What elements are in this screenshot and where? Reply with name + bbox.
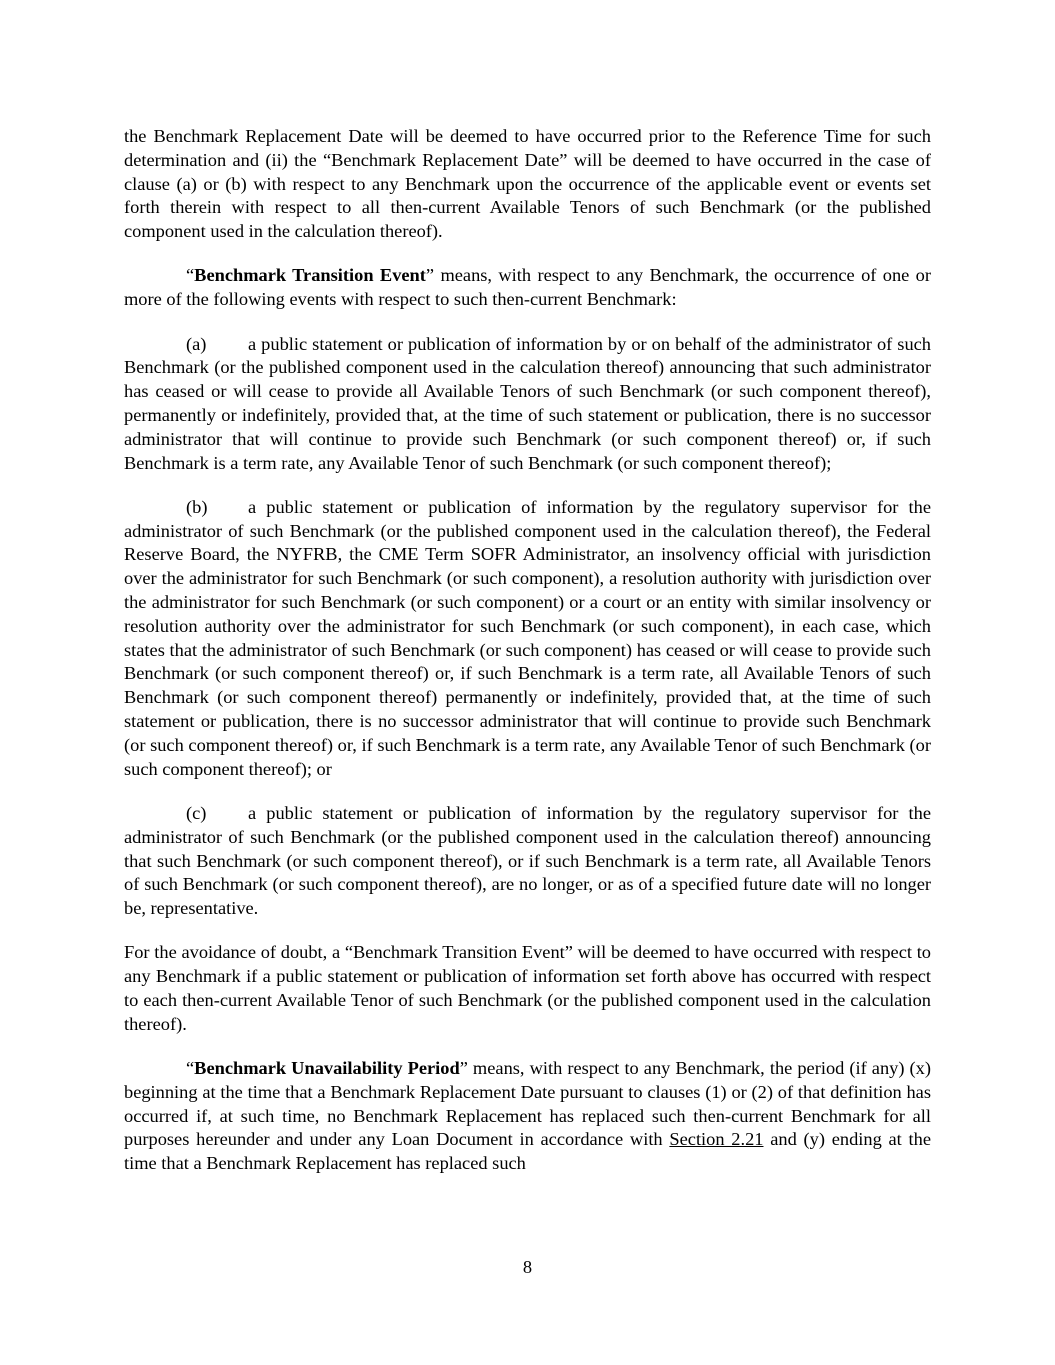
paragraph-benchmark-replacement-date-continuation [124, 125, 931, 244]
defined-term: Benchmark Transition Event [194, 265, 426, 286]
paragraph-benchmark-transition-event-definition [124, 264, 931, 312]
clause-b [124, 496, 931, 782]
page-number: 8 [522, 1257, 533, 1277]
defined-term: Benchmark Unavailability Period [194, 1058, 460, 1079]
clause-label: (c) [186, 802, 207, 823]
clause-text: a public statement or publication of information by or on behalf of the administrator of such Benchmark (or the published component used in the calculation thereof) announcing that such administrator has ceased or will cease to provide all Available Tenors of such Benchmark (or such component thereof), permanently or indefinitely, provided that, at the time of such statement or publication, there is no successor administrator that will continue to provide such Benchmark (or such component thereof) or, if such Benchmark is a term rate, any Available Tenor of such Benchmark (or such component thereof); [124, 333, 931, 473]
paragraph-text: the Benchmark Replacement Date will be deemed to have occurred prior to the Reference Time for such determination and (ii) the “Benchmark Replacement Date” will be deemed to have occurred in the case of clause (a) or (b) with respect to any Benchmark upon the occurrence of the applicable event or events set forth therein with respect to all then-current Available Tenors of such Benchmark (or the published component used in the calculation thereof). [124, 126, 931, 242]
paragraph-avoidance-of-doubt [124, 941, 931, 1036]
clause-text: a public statement or publication of information by the regulatory supervisor for the administrator of such Benchmark (or the published component used in the calculation thereof), the Federal Reserve Board, the NYFRB, the CME Term SOFR Administrator, an insolvency official with jurisdiction over the administrator for such Benchmark (or such component), a resolution authority with jurisdiction over the administrator for such Benchmark (or such component) or a court or an entity with similar insolvency or resolution authority over the administrator for such Benchmark (or such component), in each case, which states that the administrator of such Benchmark (or such component) has ceased or will cease to provide such Benchmark (or such component thereof) or, if such Benchmark is a term rate, all Available Tenors of such Benchmark (or such component thereof) permanently or indefinitely, provided that, at the time of such statement or publication, there is no successor administrator that will continue to provide such Benchmark (or such component thereof) or, if such Benchmark is a term rate, any Available Tenor of such Benchmark (or such component thereof); or [124, 496, 931, 779]
clause-a [124, 333, 931, 476]
paragraph-text: and (y) ending at the time that a Benchmark Replacement has replaced such [124, 1129, 931, 1174]
section-reference: Section 2.21 [669, 1129, 764, 1150]
clause-label: (b) [186, 496, 208, 517]
clause-text: a public statement or publication of information by the regulatory supervisor for the administrator of such Benchmark (or the published component used in the calculation thereof) announcing that such Benchmark (or such component thereof), or if such Benchmark is a term rate, all Available Tenors of such Benchmark (or such component thereof), are no longer, or as of a specified future date will no longer be, representative. [124, 802, 931, 919]
document-body [124, 125, 931, 1197]
paragraph-text: For the avoidance of doubt, a “Benchmark Transition Event” will be deemed to have occurred with respect to any Benchmark if a public statement or publication of information set forth above has occurred with respect to each then-current Available Tenor of such Benchmark (or the published component used in the calculation thereof). [124, 942, 931, 1034]
paragraph-text: ” means, with respect to any Benchmark, the occurrence of one or more of the following events with respect to such then-current Benchmark: [124, 265, 932, 310]
clause-c [124, 802, 931, 921]
open-quote: “ [186, 265, 195, 286]
paragraph-text: ” means, with respect to any Benchmark, the period (if any) (x) beginning at the time that a Benchmark Replacement Date pursuant to clauses (1) or (2) of that definition has occurred if, at such time, no Benchmark Replacement has replaced such then-current Benchmark for all purposes hereunder and under any Loan Document in accordance with [124, 1058, 931, 1150]
paragraph-benchmark-unavailability-period-definition [124, 1057, 931, 1176]
clause-label: (a) [186, 333, 207, 354]
open-quote: “ [186, 1058, 195, 1079]
